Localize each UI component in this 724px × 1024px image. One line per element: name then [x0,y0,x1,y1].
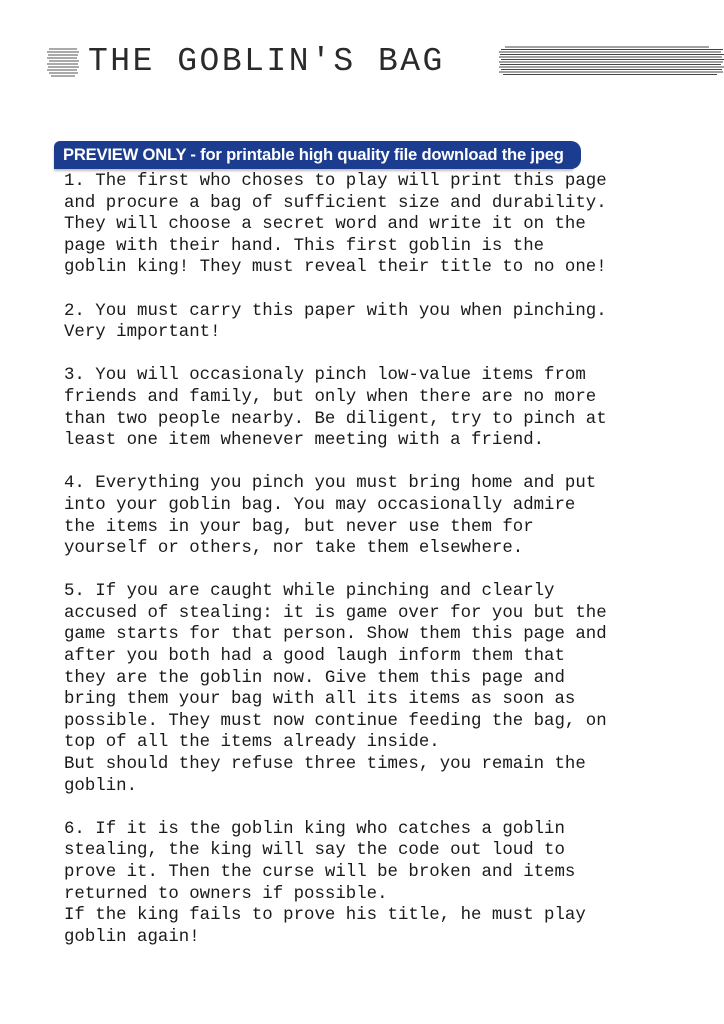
rule-text-line: they are the goblin now. Give them this page and [64,668,565,688]
page-title: THE GOBLIN'S BAG [88,43,445,80]
rule-text-line: stealing, the king will say the code out loud to [64,841,565,861]
rule-text-line: than two people nearby. Be diligent, try to pinch at [64,409,607,429]
rule-text-line: 3. You will occasionaly pinch low-value items from [64,366,586,386]
rule-text-line: But should they refuse three times, you remain the [64,755,586,775]
rule-text-line: bring them your bag with all its items as soon as [64,690,576,710]
rule-text-line: possible. They must now continue feeding the bag, on [64,711,607,731]
rule-text-line: If the king fails to prove his title, he must play [64,906,586,926]
rule-text-line: 1. The first who choses to play will print this page [64,172,607,191]
rule-text-line: 4. Everything you pinch you must bring home and put [64,474,597,494]
rule-text-line: goblin king! They must reveal their title to no one! [64,258,607,278]
rule-text-line: least one item whenever meeting with a friend. [64,431,545,451]
rules-list [64,171,704,948]
blank-line [64,797,704,819]
rule-text-line: top of all the items already inside. [64,733,440,753]
blank-line [64,279,704,301]
rule-text-line: into your goblin bag. You may occasionally admire [64,495,576,515]
rule-text-line: 2. You must carry this paper with you when pinching. [64,301,607,321]
rule-text-line: the items in your bag, but never use them for [64,517,534,537]
intro-paragraph [64,106,664,144]
preview-banner-text: PREVIEW ONLY - for printable high quality file download the jpeg [63,145,564,164]
rule-text-line: accused of stealing: it is game over for you but the [64,603,607,623]
rule-text-line: after you both had a good laugh inform them that [64,647,565,667]
rule-text-line: and procure a bag of sufficient size and durability. [64,193,607,213]
blank-line [64,344,704,366]
banner-tip [565,141,581,169]
preview-banner[interactable] [54,141,573,169]
rule-text-line: goblin. [64,776,138,796]
rule-text-line: yourself or others, nor take them elsewhere. [64,539,524,559]
rule-text-line: They will choose a secret word and write it on the [64,215,586,235]
rule-text-line: page with their hand. This first goblin is the [64,236,545,256]
blank-line [64,560,704,582]
title-bar [46,40,678,86]
rule-text-line: friends and family, but only when there are no more [64,387,597,407]
rule-text-line: 5. If you are caught while pinching and clearly [64,582,555,602]
rule-text-line: game starts for that person. Show them this page and [64,625,607,645]
rule-text-line: 6. If it is the goblin king who catches a goblin [64,819,565,839]
rule-text-line: goblin again! [64,927,200,947]
decorative-lines-left [46,47,80,77]
rule-text-line: returned to owners if possible. [64,884,388,904]
rule-text-line: Very important! [64,323,221,343]
rule-text-line: prove it. Then the curse will be broken and items [64,863,576,882]
decorative-lines-right [499,45,724,77]
blank-line [64,452,704,474]
